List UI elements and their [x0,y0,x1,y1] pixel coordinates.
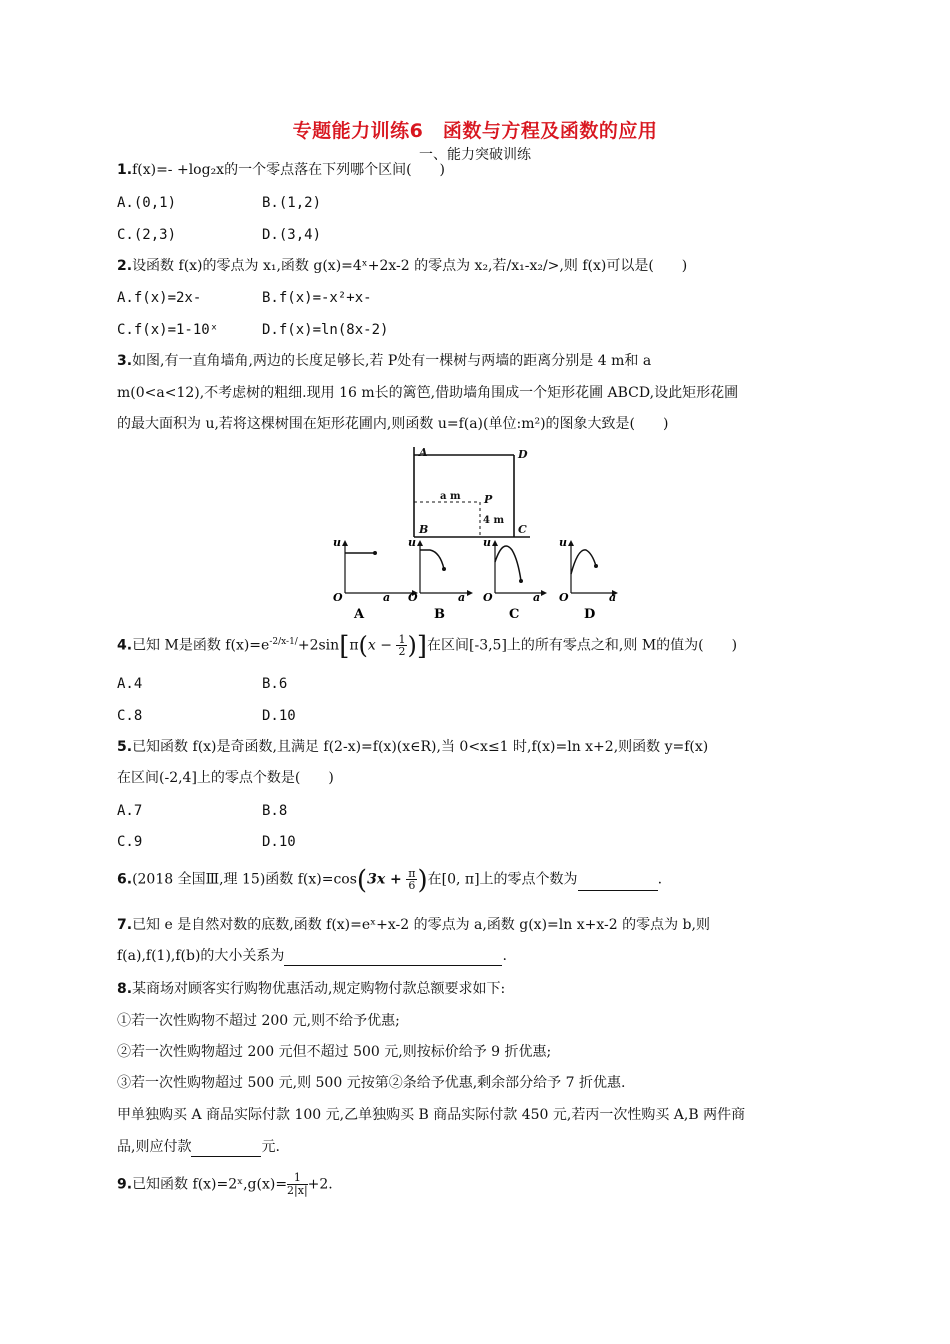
question-stem-line-2: f(a),f(1),f(b)的大小关系为 [117,948,285,964]
axis-label-u: u [333,536,341,549]
question-8-line-5: 甲单独购买 A 商品实际付款 100 元,乙单独购买 B 商品实际付款 450 元,若丙一次性购买 A,B 两件商 [117,1107,746,1123]
option-a: A.7 [117,803,143,819]
fraction-pi-over-6 [406,868,417,891]
left-paren: ( [358,631,368,660]
option-b: B.(1,2) [262,195,322,211]
question-9 [117,1172,333,1198]
axis-label-a: a [533,591,541,604]
right-paren: ) [417,865,428,896]
graph-d [559,536,618,622]
fraction-numerator: 1 [398,633,406,647]
question-number: 5. [117,739,133,755]
corner-label-d: D [518,448,528,461]
question-5-line-2: 在区间(-2,4]上的零点个数是( ) [117,770,334,786]
fraction-numerator: 1 [287,1172,308,1185]
section-subtitle: 一、能力突破训练 [419,147,531,163]
answer-blank[interactable] [578,876,658,891]
fraction-denominator: 6 [408,879,416,892]
question-4 [117,631,738,662]
option-c: C.9 [117,834,143,850]
graph-a [333,536,418,622]
question-number: 3. [117,353,133,369]
exponent: -2/x-1/ [269,637,298,647]
axis-label-a: a [458,591,466,604]
graph-label-b: B [434,607,445,622]
fraction [287,1172,308,1197]
question-stem-line-6a: 品,则应付款 [117,1139,192,1155]
period: . [502,948,507,964]
question-number: 6. [117,871,133,888]
origin-label: O [483,591,493,604]
fraction-denominator: 2|x| [287,1184,308,1197]
axis-label-u: u [408,536,416,549]
dim-label-a: a m [440,491,461,502]
question-5 [117,737,708,757]
option-a: A.(0,1) [117,195,177,211]
graph-b [408,536,473,622]
question-8 [117,979,505,999]
question-stem-a: 已知函数 f(x)=2ˣ,g(x)= [132,1176,288,1193]
option-c: C.8 [117,708,143,724]
question-stem-line-6b: 元. [261,1139,280,1155]
option-d: D.f(x)=ln(8x-2) [262,322,389,338]
question-8-line-6 [117,1137,280,1157]
question-3-line-2: m(0<a<12),不考虑树的粗细.现用 16 m长的篱笆,借助墙角围成一个矩形花圃 ABCD,设此矩形花圃 [117,385,739,401]
document-title: 专题能力训练6 函数与方程及函数的应用 [292,120,658,142]
question-stem-line-1: 已知函数 f(x)是奇函数,且满足 f(2-x)=f(x)(x∈R),当 0<x≤1 时,f(x)=ln x+2,则函数 y=f(x) [132,739,709,755]
axis-label-u: u [483,536,491,549]
question-stem-line-1: 某商场对顾客实行购物优惠活动,规定购物付款总额要求如下: [132,981,506,997]
dim-label-4: 4 m [483,515,505,526]
question-3-line-3: 的最大面积为 u,若将这棵树围在矩形花圃内,则函数 u=f(a)(单位:m²)的图象大致是( ) [117,416,669,432]
origin-label: O [333,591,343,604]
axis-label-u: u [559,536,567,549]
variable-x: x [367,637,376,654]
option-b: B.f(x)=-x²+x- [262,290,372,306]
answer-blank[interactable] [191,1142,261,1157]
graph-label-c: C [509,607,520,622]
question-7 [117,915,710,935]
fraction-numerator: π [408,867,416,880]
option-c: C.f(x)=1-10ˣ [117,322,219,338]
graph-c [483,536,547,622]
option-a: A.f(x)=2x- [117,290,202,306]
corner-label-b: B [419,523,429,536]
question-stem-a: 已知 M是函数 f(x)=e [132,637,270,654]
point-label-p: P [484,493,493,506]
question-stem-a: (2018 全国Ⅲ,理 15)函数 f(x)=cos [132,871,357,888]
axis-label-a: a [383,591,391,604]
origin-label: O [559,591,569,604]
argument: 3x + [367,871,402,888]
question-number: 8. [117,981,133,997]
question-stem-c: 在区间[-3,5]上的所有零点之和,则 M的值为( ) [427,637,738,654]
graph-label-d: D [584,607,596,622]
question-8-rule-3: ③若一次性购物超过 500 元,则 500 元按第②条给予优惠,剩余部分给予 7 折优惠. [117,1075,626,1091]
question-stem-line-1: 已知 e 是自然对数的底数,函数 f(x)=eˣ+x-2 的零点为 a,函数 g(x)=ln x+x-2 的零点为 b,则 [132,917,710,933]
corner-label-c: C [518,523,527,536]
option-c: C.(2,3) [117,227,177,243]
option-b: B.6 [262,676,288,692]
question-6 [117,865,663,896]
question-8-rule-1: ①若一次性购物不超过 200 元,则不给予优惠; [117,1013,400,1029]
question-number: 2. [117,258,133,274]
question-stem-b: +2sin [297,637,340,654]
left-bracket: [ [339,631,350,662]
answer-blank[interactable] [284,951,502,966]
minus-sign: − [380,637,393,654]
option-d: D.10 [262,708,296,724]
question-number: 7. [117,917,133,933]
question-stem-b: 在[0, π]上的零点个数为 [427,871,578,888]
question-stem: f(x)=- +log₂x的一个零点落在下列哪个区间( ) [132,162,446,178]
right-bracket: ] [416,631,427,662]
fraction-one-half [396,634,407,657]
question-stem: 设函数 f(x)的零点为 x₁,函数 g(x)=4ˣ+2x-2 的零点为 x₂,若/x₁-x₂/>,则 f(x)可以是( ) [132,258,688,274]
option-d: D.10 [262,834,296,850]
question-number: 4. [117,637,133,654]
left-paren: ( [356,865,368,896]
period: . [657,871,663,888]
right-paren: ) [407,631,417,660]
fraction-denominator: 2 [398,645,406,659]
question-8-rule-2: ②若一次性购物超过 200 元但不超过 500 元,则按标价给予 9 折优惠; [117,1044,552,1060]
question-7-line-2 [117,946,507,966]
option-d: D.(3,4) [262,227,322,243]
option-a: A.4 [117,676,143,692]
graph-label-a: A [354,607,365,622]
corner-label-a: A [419,446,428,459]
question-stem-b: +2. [307,1176,333,1193]
question-number: 1. [117,162,133,178]
question-number: 9. [117,1176,133,1193]
question-3-figure [0,0,950,640]
option-b: B.8 [262,803,288,819]
axis-label-a: a [609,591,617,604]
pi-symbol: π [349,637,359,654]
origin-label: O [408,591,418,604]
question-stem-line-1: 如图,有一直角墙角,两边的长度足够长,若 P处有一棵树与两墙的距离分别是 4 m和 a [132,353,652,369]
